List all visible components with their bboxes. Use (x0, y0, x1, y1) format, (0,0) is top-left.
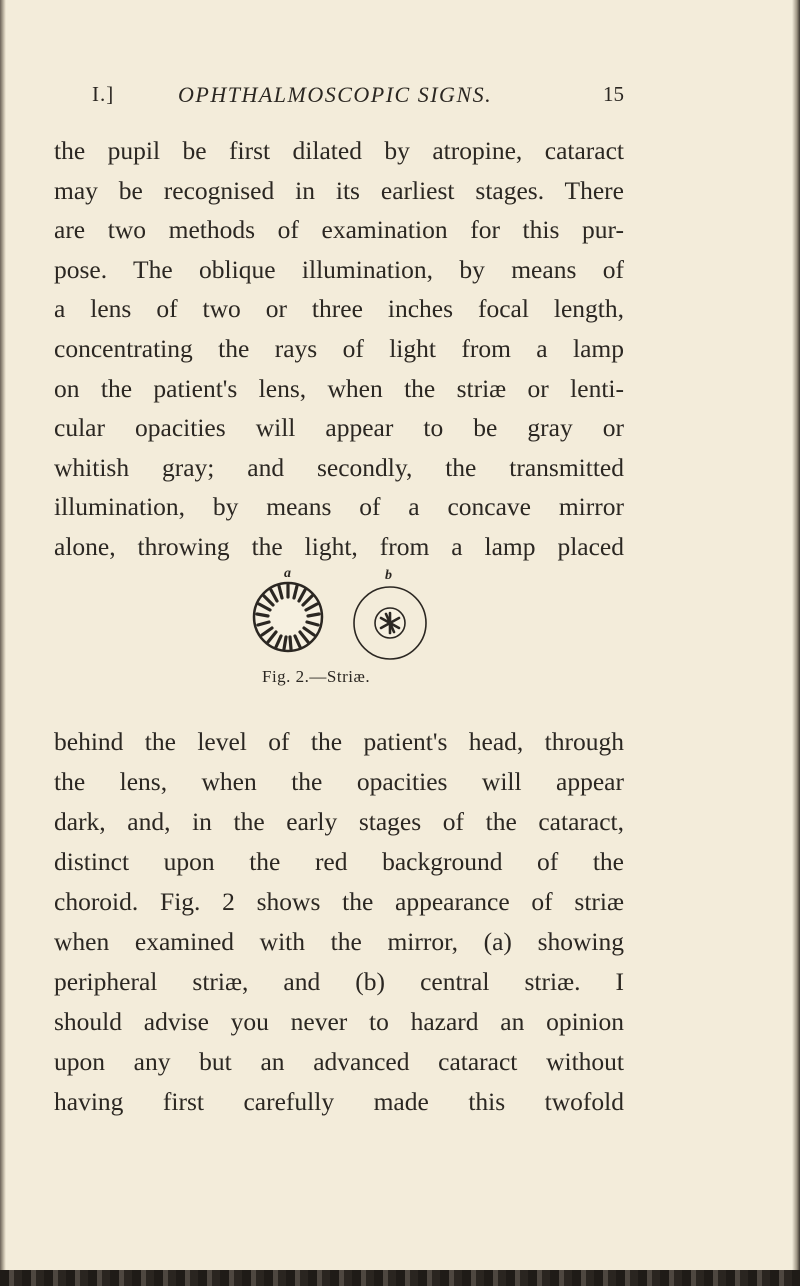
text-line: the pupil be first dilated by atropine, cataract (54, 136, 624, 165)
figure-label-b: b (385, 568, 392, 583)
central-striae-diagram (354, 587, 426, 659)
text-line: dark, and, in the early stages of the cataract, (54, 807, 624, 836)
text-line: concentrating the rays of light from a lamp (54, 333, 624, 363)
text-line: upon any but an advanced cataract without (54, 1047, 624, 1076)
text-line: when examined with the mirror, (a) showing (54, 927, 624, 956)
text-line: peripheral striæ, and (b) central striæ. I (54, 967, 624, 996)
text-line: a lens of two or three inches focal length, (54, 294, 624, 324)
text-line: distinct upon the red background of the (54, 847, 624, 876)
text-line: on the patient's lens, when the striæ or lenti- (54, 373, 624, 403)
page-edge-left (0, 0, 6, 1286)
text-line: cular opacities will appear to be gray or (54, 413, 624, 443)
text-line: should advise you never to hazard an opinion (54, 1007, 624, 1036)
page-edge-bottom (0, 1270, 800, 1286)
page-edge-right (792, 0, 800, 1286)
text-line: the lens, when the opacities will appear (54, 767, 624, 796)
text-line: choroid. Fig. 2 shows the appearance of striæ (54, 887, 624, 916)
text-line: having first carefully made this twofold (54, 1087, 624, 1116)
figure-caption: Fig. 2.—Striæ. (262, 667, 371, 686)
peripheral-striae-diagram (254, 583, 322, 651)
text-line: may be recognised in its earliest stages. There (54, 175, 624, 205)
running-title: OPHTHALMOSCOPIC SIGNS. (178, 82, 493, 107)
page-number: 15 (603, 82, 624, 106)
paragraph-2 (54, 722, 624, 1122)
section-number: I.] (92, 82, 115, 106)
paragraph-1 (54, 131, 624, 567)
text-line: whitish gray; and secondly, the transmitted (54, 452, 624, 482)
text-line: behind the level of the patient's head, through (54, 727, 624, 756)
running-head (92, 82, 624, 112)
figure-label-a: a (284, 566, 291, 581)
text-line: are two methods of examination for this pur- (54, 215, 624, 245)
text-line: pose. The oblique illumination, by means of (54, 254, 624, 284)
text-line: illumination, by means of a concave mirror (54, 492, 624, 522)
text-line: alone, throwing the light, from a lamp placed (54, 531, 624, 561)
